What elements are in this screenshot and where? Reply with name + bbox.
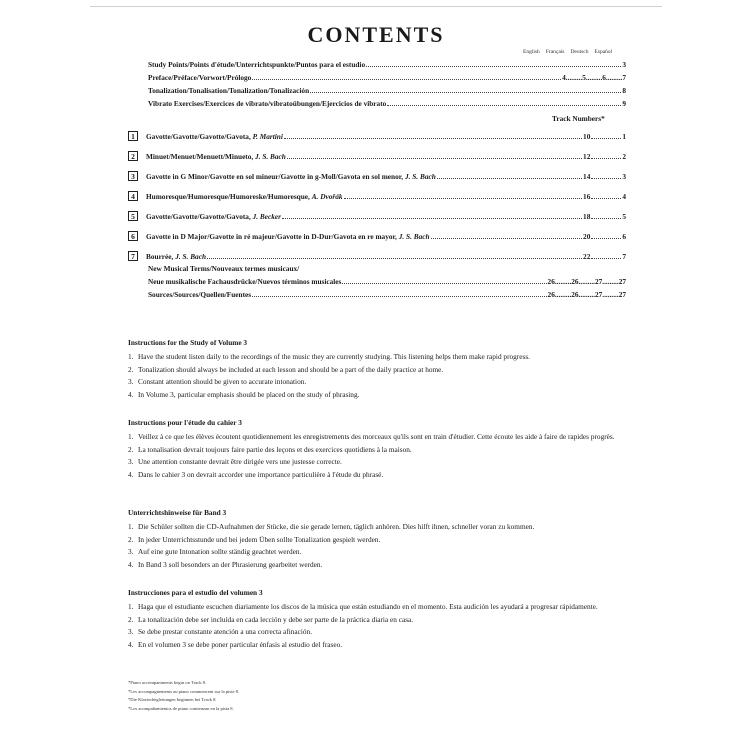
piece-page: 22 xyxy=(583,252,591,261)
toc-entry-study-points[interactable] xyxy=(148,60,626,70)
piece-page: 10 xyxy=(583,132,591,141)
section-heading: Instructions pour l'étude du cahier 3 xyxy=(128,418,242,427)
piece-title: Gavotte in D Major/Gavotte in ré majeur/Gavotte in D-Dur/Gavota en re mayor, J. S. Bach xyxy=(146,232,430,241)
language-english: English xyxy=(523,49,540,55)
list-item: 1. Die Schüler sollten die CD-Aufnahmen der Stücke, die sie gerade lernen, täglich anhören. Dies hilft ihnen, schneller voran zu kommen. xyxy=(128,522,535,531)
toc-entry-sources[interactable] xyxy=(148,290,626,300)
piece-track: 7 xyxy=(622,252,626,261)
list-item: 1. Veillez à ce que les élèves écoutent quotidiennement les enregistrements des morceaux qu'ils sont en train d'étudier. Cette écoute les aide à faire de rapides progrès. xyxy=(128,432,615,441)
dot-leader xyxy=(287,152,582,159)
footnote: *Piano accompaniments begin on Track 8. xyxy=(128,680,207,685)
piece-number-box: 7 xyxy=(128,251,138,261)
piece-page: 16 xyxy=(583,192,591,201)
dot-leader xyxy=(591,192,621,199)
dot-leader xyxy=(387,99,621,106)
piece-composer: J. S. Bach xyxy=(404,172,436,181)
list-item: 1. Have the student listen daily to the recordings of the music they are currently studying. This listening helps them make rapid progress. xyxy=(128,352,530,361)
toc-piece-7[interactable] xyxy=(128,251,626,261)
dot-leader xyxy=(284,132,582,139)
dot-leader xyxy=(437,172,582,179)
list-item: 3. Se debe prestar constante atención a una correcta afinación. xyxy=(128,627,313,637)
list-item: 2. In jeder Unterrichtsstunde und bei jedem Üben sollte Tonalization gespielt werden. xyxy=(128,534,381,544)
list-item: 3. Constant attention should be given to accurate intonation. xyxy=(128,377,307,387)
list-item: 2. Tonalization should always be included at each lesson and should be a part of the daily practice at home. xyxy=(128,364,444,374)
toc-piece-2[interactable] xyxy=(128,151,626,161)
piece-number-box: 3 xyxy=(128,171,138,181)
language-french: Français xyxy=(545,49,565,55)
piece-track: 5 xyxy=(622,212,626,221)
toc-entry-preface[interactable] xyxy=(148,73,626,83)
dot-leader xyxy=(282,212,582,219)
toc-entry-title: New Musical Terms/Nouveaux termes musicaux/ xyxy=(148,264,300,273)
piece-number-box: 6 xyxy=(128,231,138,241)
footnotes xyxy=(128,679,239,713)
toc-entry-title: Tonalization/Tonalisation/Tonalization/Tonalización xyxy=(148,86,310,95)
piece-composer: J. S. Bach xyxy=(175,252,207,261)
dot-leader xyxy=(591,252,621,259)
section-heading: Unterrichtshinweise für Band 3 xyxy=(128,508,227,517)
dot-leader xyxy=(591,232,621,239)
section-heading: Instructions for the Study of Volume 3 xyxy=(128,338,248,347)
toc-entry-vibrato[interactable] xyxy=(148,99,626,109)
top-divider xyxy=(90,6,662,7)
dot-leader xyxy=(591,172,621,179)
piece-title: Gavotte/Gavotte/Gavotte/Gavota, P. Martini xyxy=(146,132,283,141)
piece-number-box: 1 xyxy=(128,131,138,141)
toc-entry-page: 3 xyxy=(622,60,626,69)
instructions-german xyxy=(128,508,628,571)
list-item: 2. La tonalización debe ser incluída en cada lección y debe ser parte de la práctica diaria en casa. xyxy=(128,614,414,624)
toc-entry-new-terms-line1[interactable] xyxy=(148,264,626,274)
piece-composer: J. S. Bach xyxy=(398,232,430,241)
section-heading: Instrucciones para el estudio del volumen 3 xyxy=(128,588,263,597)
piece-number-box: 5 xyxy=(128,211,138,221)
toc-entry-tonalization[interactable] xyxy=(148,86,626,96)
language-german: Deutsch xyxy=(570,49,589,55)
piece-title: Humoresque/Humoresque/Humoreske/Humoresque, A. Dvořák xyxy=(146,192,343,201)
dot-leader xyxy=(252,290,546,297)
toc-piece-1[interactable] xyxy=(128,131,626,141)
piece-page: 14 xyxy=(583,172,591,181)
instructions-spanish xyxy=(128,588,628,651)
toc-entry-title: Study Points/Points d'étude/Unterrichtspunkte/Puntos para el estudio xyxy=(148,60,366,69)
footnote: *Die Klavierbegleitungen beginnen bei Track 8. xyxy=(128,697,217,703)
language-header xyxy=(523,49,618,55)
list-item: 2. La tonalisation devrait toujours faire partie des leçons et des exercices quotidiens à la maison. xyxy=(128,444,412,454)
toc-entry-title: Vibrato Exercises/Exercices de vibrato/vibratoübungen/Ejercicios de vibrato xyxy=(148,99,387,108)
instructions-english xyxy=(128,338,628,401)
piece-track: 6 xyxy=(622,232,626,241)
toc-entry-page: 8 xyxy=(622,86,626,95)
dot-leader xyxy=(431,232,583,239)
list-item: 3. Auf eine gute Intonation sollte ständig geachtet werden. xyxy=(128,547,302,557)
piece-composer: P. Martini xyxy=(252,132,283,141)
list-item: 3. Une attention constante devrait être dirigée vers une justesse correcte. xyxy=(128,457,342,467)
dot-leader xyxy=(252,73,561,80)
toc-entry-page: 9 xyxy=(622,99,626,108)
list-item: 4. Dans le cahier 3 on devrait accorder une importance particulière à l'étude du phrasé. xyxy=(128,469,384,479)
toc-piece-4[interactable] xyxy=(128,191,626,201)
dot-leader xyxy=(591,152,621,159)
list-item: 4. In Band 3 soll besonders an der Phrasierung gearbeitet werden. xyxy=(128,559,323,569)
toc-entry-title: Preface/Préface/Vorwort/Prólogo xyxy=(148,73,252,82)
toc-piece-3[interactable] xyxy=(128,171,626,181)
piece-page: 12 xyxy=(583,152,591,161)
footnote: *Los acompañamientos de piano comienzan en la pista 8. xyxy=(128,705,234,711)
list-item: 4. In Volume 3, particular emphasis should be placed on the study of phrasing. xyxy=(128,389,360,399)
footnote: *Les accompagnements au piano commencent sur la piste 8. xyxy=(128,688,240,694)
piece-page: 20 xyxy=(583,232,591,241)
piece-title: Gavotte in G Minor/Gavotte en sol mineur/Gavotte in g-Moll/Gavota en sol menor, J. S. Bach xyxy=(146,172,436,181)
list-item: 1. Haga que el estudiante escuchen diariamente los discos de la música que están estudiando en el momento. Esta audición les ayudará a progresar rápidamente. xyxy=(128,602,598,611)
piece-track: 2 xyxy=(622,152,626,161)
track-numbers-header: Track Numbers* xyxy=(552,114,605,123)
piece-composer: J. Becker xyxy=(252,212,281,221)
toc-entry-title: Neue musikalische Fachausdrücke/Nuevos términos musicales xyxy=(148,277,342,286)
toc-piece-6[interactable] xyxy=(128,231,626,241)
dot-leader xyxy=(207,252,582,259)
dot-leader xyxy=(342,277,546,284)
piece-title: Gavotte/Gavotte/Gavotte/Gavota, J. Becker xyxy=(146,212,281,221)
dot-leader xyxy=(310,86,621,93)
toc-entry-title: Sources/Sources/Quellen/Fuentes xyxy=(148,290,252,299)
list-item: 4. En el volumen 3 se debe poner particular énfasis al estudio del fraseo. xyxy=(128,639,343,649)
piece-track: 1 xyxy=(622,132,626,141)
toc-entry-page: 26.........26.........27.........27 xyxy=(547,290,626,299)
piece-title: Minuet/Menuet/Menuett/Minueto, J. S. Bach xyxy=(146,152,286,161)
toc-piece-5[interactable] xyxy=(128,211,626,221)
dot-leader xyxy=(344,192,583,199)
toc-entry-page: 4.........5.........6.........7 xyxy=(562,73,626,82)
instructions-french xyxy=(128,418,628,481)
dot-leader xyxy=(591,132,621,139)
page-title: CONTENTS xyxy=(307,22,445,47)
piece-track: 3 xyxy=(622,172,626,181)
piece-track: 4 xyxy=(622,192,626,201)
toc-entry-page: 26.........26.........27.........27 xyxy=(547,277,626,286)
piece-composer: A. Dvořák xyxy=(311,192,343,201)
piece-page: 18 xyxy=(583,212,591,221)
piece-number-box: 4 xyxy=(128,191,138,201)
dot-leader xyxy=(591,212,621,219)
piece-composer: J. S. Bach xyxy=(255,152,286,161)
toc-entry-new-terms[interactable] xyxy=(148,277,626,287)
language-spanish: Español xyxy=(594,49,613,55)
piece-title: Bourrée, J. S. Bach xyxy=(146,252,207,261)
piece-number-box: 2 xyxy=(128,151,138,161)
dot-leader xyxy=(366,60,621,67)
